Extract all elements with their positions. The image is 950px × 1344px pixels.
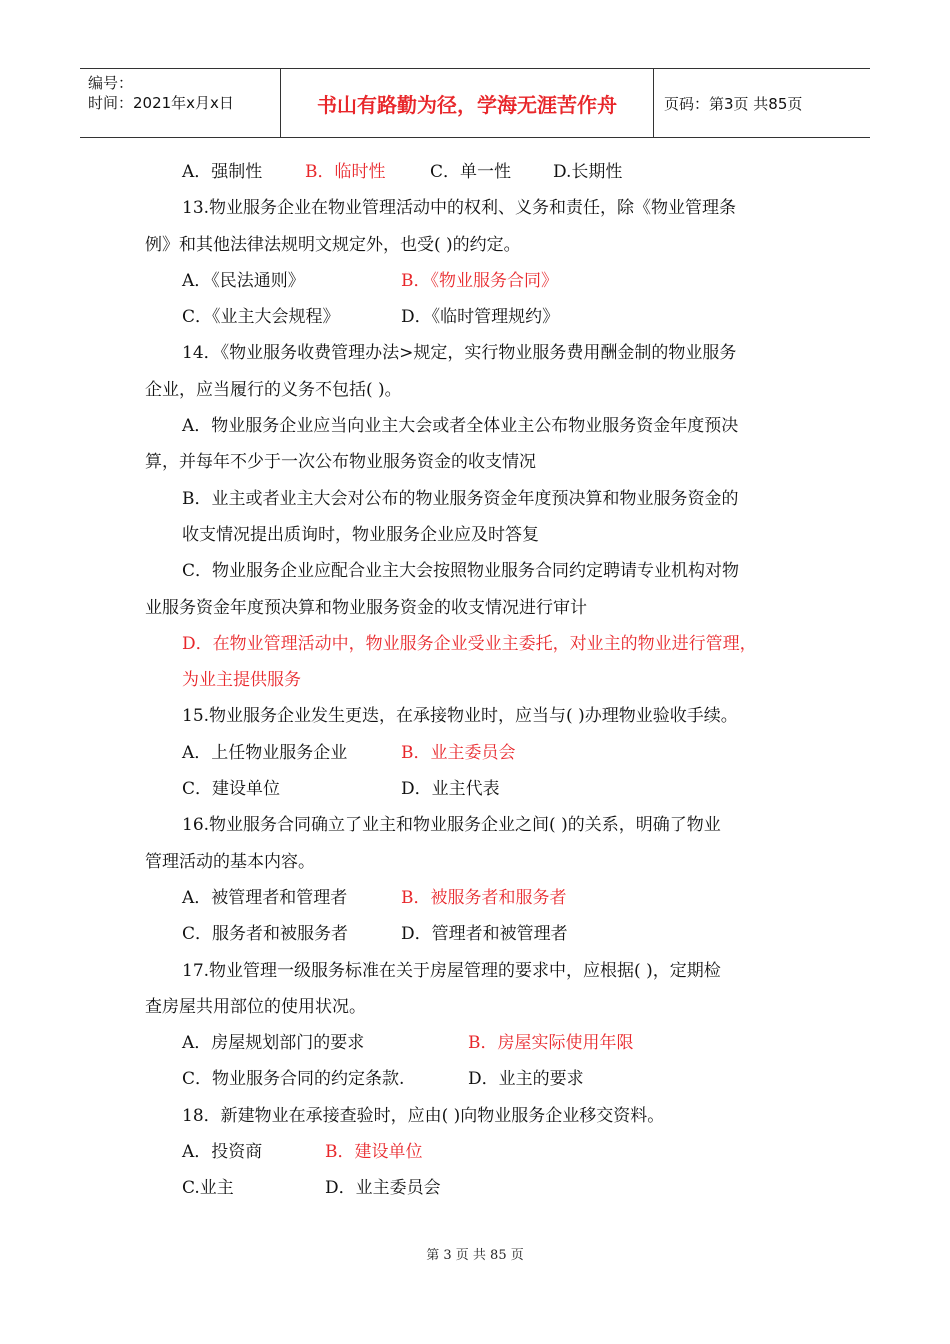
q16-stem-line: 管理活动的基本内容。 (145, 851, 315, 872)
q15-options-row2 (145, 771, 825, 807)
q16-option-a: A．被管理者和管理者 (182, 887, 348, 908)
q15-option-b-answer: B．业主委员会 (401, 742, 516, 763)
q14-option-a-cont: 算，并每年不少于一次公布物业服务资金的收支情况 (145, 452, 536, 473)
q15-option-a: A．上任物业服务企业 (182, 742, 348, 763)
q18-options-row2 (145, 1170, 825, 1206)
q15-stem-line: 15.物业服务企业发生更迭，在承接物业时，应当与( )办理物业验收手续。 (182, 706, 738, 727)
q13-option-b-answer: B．《物业服务合同》 (401, 270, 558, 291)
q18-option-a: A．投资商 (182, 1142, 263, 1163)
q18-options-row1 (145, 1134, 825, 1170)
q18-option-b-answer: B．建设单位 (325, 1142, 423, 1163)
header-divider (653, 69, 654, 137)
q14-option-c: C．物业服务企业应配合业主大会按照物业服务合同约定聘请专业机构对物 (182, 561, 740, 582)
q13-options-row2 (145, 299, 825, 335)
q14-option-c-cont: 业服务资金年度预决算和物业服务资金的收支情况进行审计 (145, 597, 587, 618)
q16-option-c: C．服务者和被服务者 (182, 924, 349, 945)
header-page-info: 页码：第3页 共85页 (664, 94, 803, 113)
q16-option-b-answer: B．被服务者和服务者 (401, 887, 567, 908)
q15-options-row1 (145, 735, 825, 771)
q18-option-c: C.业主 (182, 1178, 234, 1199)
q12-option-d: D.长期性 (553, 162, 623, 182)
q14-option-b-cont: 收支情况提出质询时，物业服务企业应及时答复 (182, 524, 539, 545)
q16-stem-line: 16.物业服务合同确立了业主和物业服务企业之间( )的关系，明确了物业 (182, 815, 721, 836)
q18-option-d: D．业主委员会 (325, 1178, 441, 1199)
q12-option-c: C．单一性 (430, 162, 512, 182)
q17-options-row2 (145, 1061, 825, 1097)
q14-option-d-answer-cont: 为业主提供服务 (182, 670, 301, 691)
header-motto: 书山有路勤为径，学海无涯苦作舟 (317, 92, 617, 117)
doc-number-label: 编号： (88, 74, 134, 92)
q17-option-a: A．房屋规划部门的要求 (182, 1033, 365, 1054)
header-meta (80, 69, 280, 137)
doc-date-label: 时间：2021年x月x日 (88, 94, 234, 112)
q14-option-b: B．业主或者业主大会对公布的物业服务资金年度预决算和物业服务资金的 (182, 488, 739, 509)
q17-option-d: D．业主的要求 (468, 1069, 584, 1090)
q13-option-c: C．《业主大会规程》 (182, 307, 340, 328)
q17-option-c: C．物业服务合同的约定条款. (182, 1069, 405, 1090)
q16-option-d: D．管理者和被管理者 (401, 924, 568, 945)
q13-options-row1 (145, 263, 825, 299)
page-footer: 第 3 页 共 85 页 (426, 1248, 524, 1263)
q12-option-a: A．强制性 (182, 162, 263, 182)
q16-options-row1 (145, 880, 825, 916)
q18-stem-line: 18．新建物业在承接查验时，应由( )向物业服务企业移交资料。 (182, 1105, 665, 1126)
q14-stem-line: 14．《物业服务收费管理办法>规定，实行物业服务费用酬金制的物业服务 (182, 343, 737, 364)
q13-option-d: D．《临时管理规约》 (401, 307, 560, 328)
q13-stem-line: 13.物业服务企业在物业管理活动中的权利、义务和责任，除《物业管理条 (182, 198, 737, 219)
q15-option-d: D．业主代表 (401, 779, 500, 800)
q13-option-a: A．《民法通则》 (182, 270, 305, 291)
q15-option-c: C．建设单位 (182, 779, 281, 800)
q14-option-d-answer: D．在物业管理活动中，物业服务企业受业主委托，对业主的物业进行管理， (182, 633, 757, 654)
q14-stem-line: 企业，应当履行的义务不包括( )。 (145, 379, 402, 400)
q17-stem-line: 查房屋共用部位的使用状况。 (145, 996, 366, 1017)
page-header (80, 68, 870, 138)
q12-options (145, 154, 825, 190)
q14-option-a: A．物业服务企业应当向业主大会或者全体业主公布物业服务资金年度预决 (182, 416, 739, 437)
q17-option-b-answer: B．房屋实际使用年限 (468, 1033, 634, 1054)
question-content (145, 154, 825, 1207)
q12-option-b-answer: B．临时性 (305, 162, 386, 182)
q17-stem-line: 17.物业管理一级服务标准在关于房屋管理的要求中，应根据( )，定期检 (182, 960, 721, 981)
q16-options-row2 (145, 916, 825, 952)
q17-options-row1 (145, 1025, 825, 1061)
q13-stem-line: 例》和其他法律法规明文规定外，也受( )的约定。 (145, 234, 521, 255)
